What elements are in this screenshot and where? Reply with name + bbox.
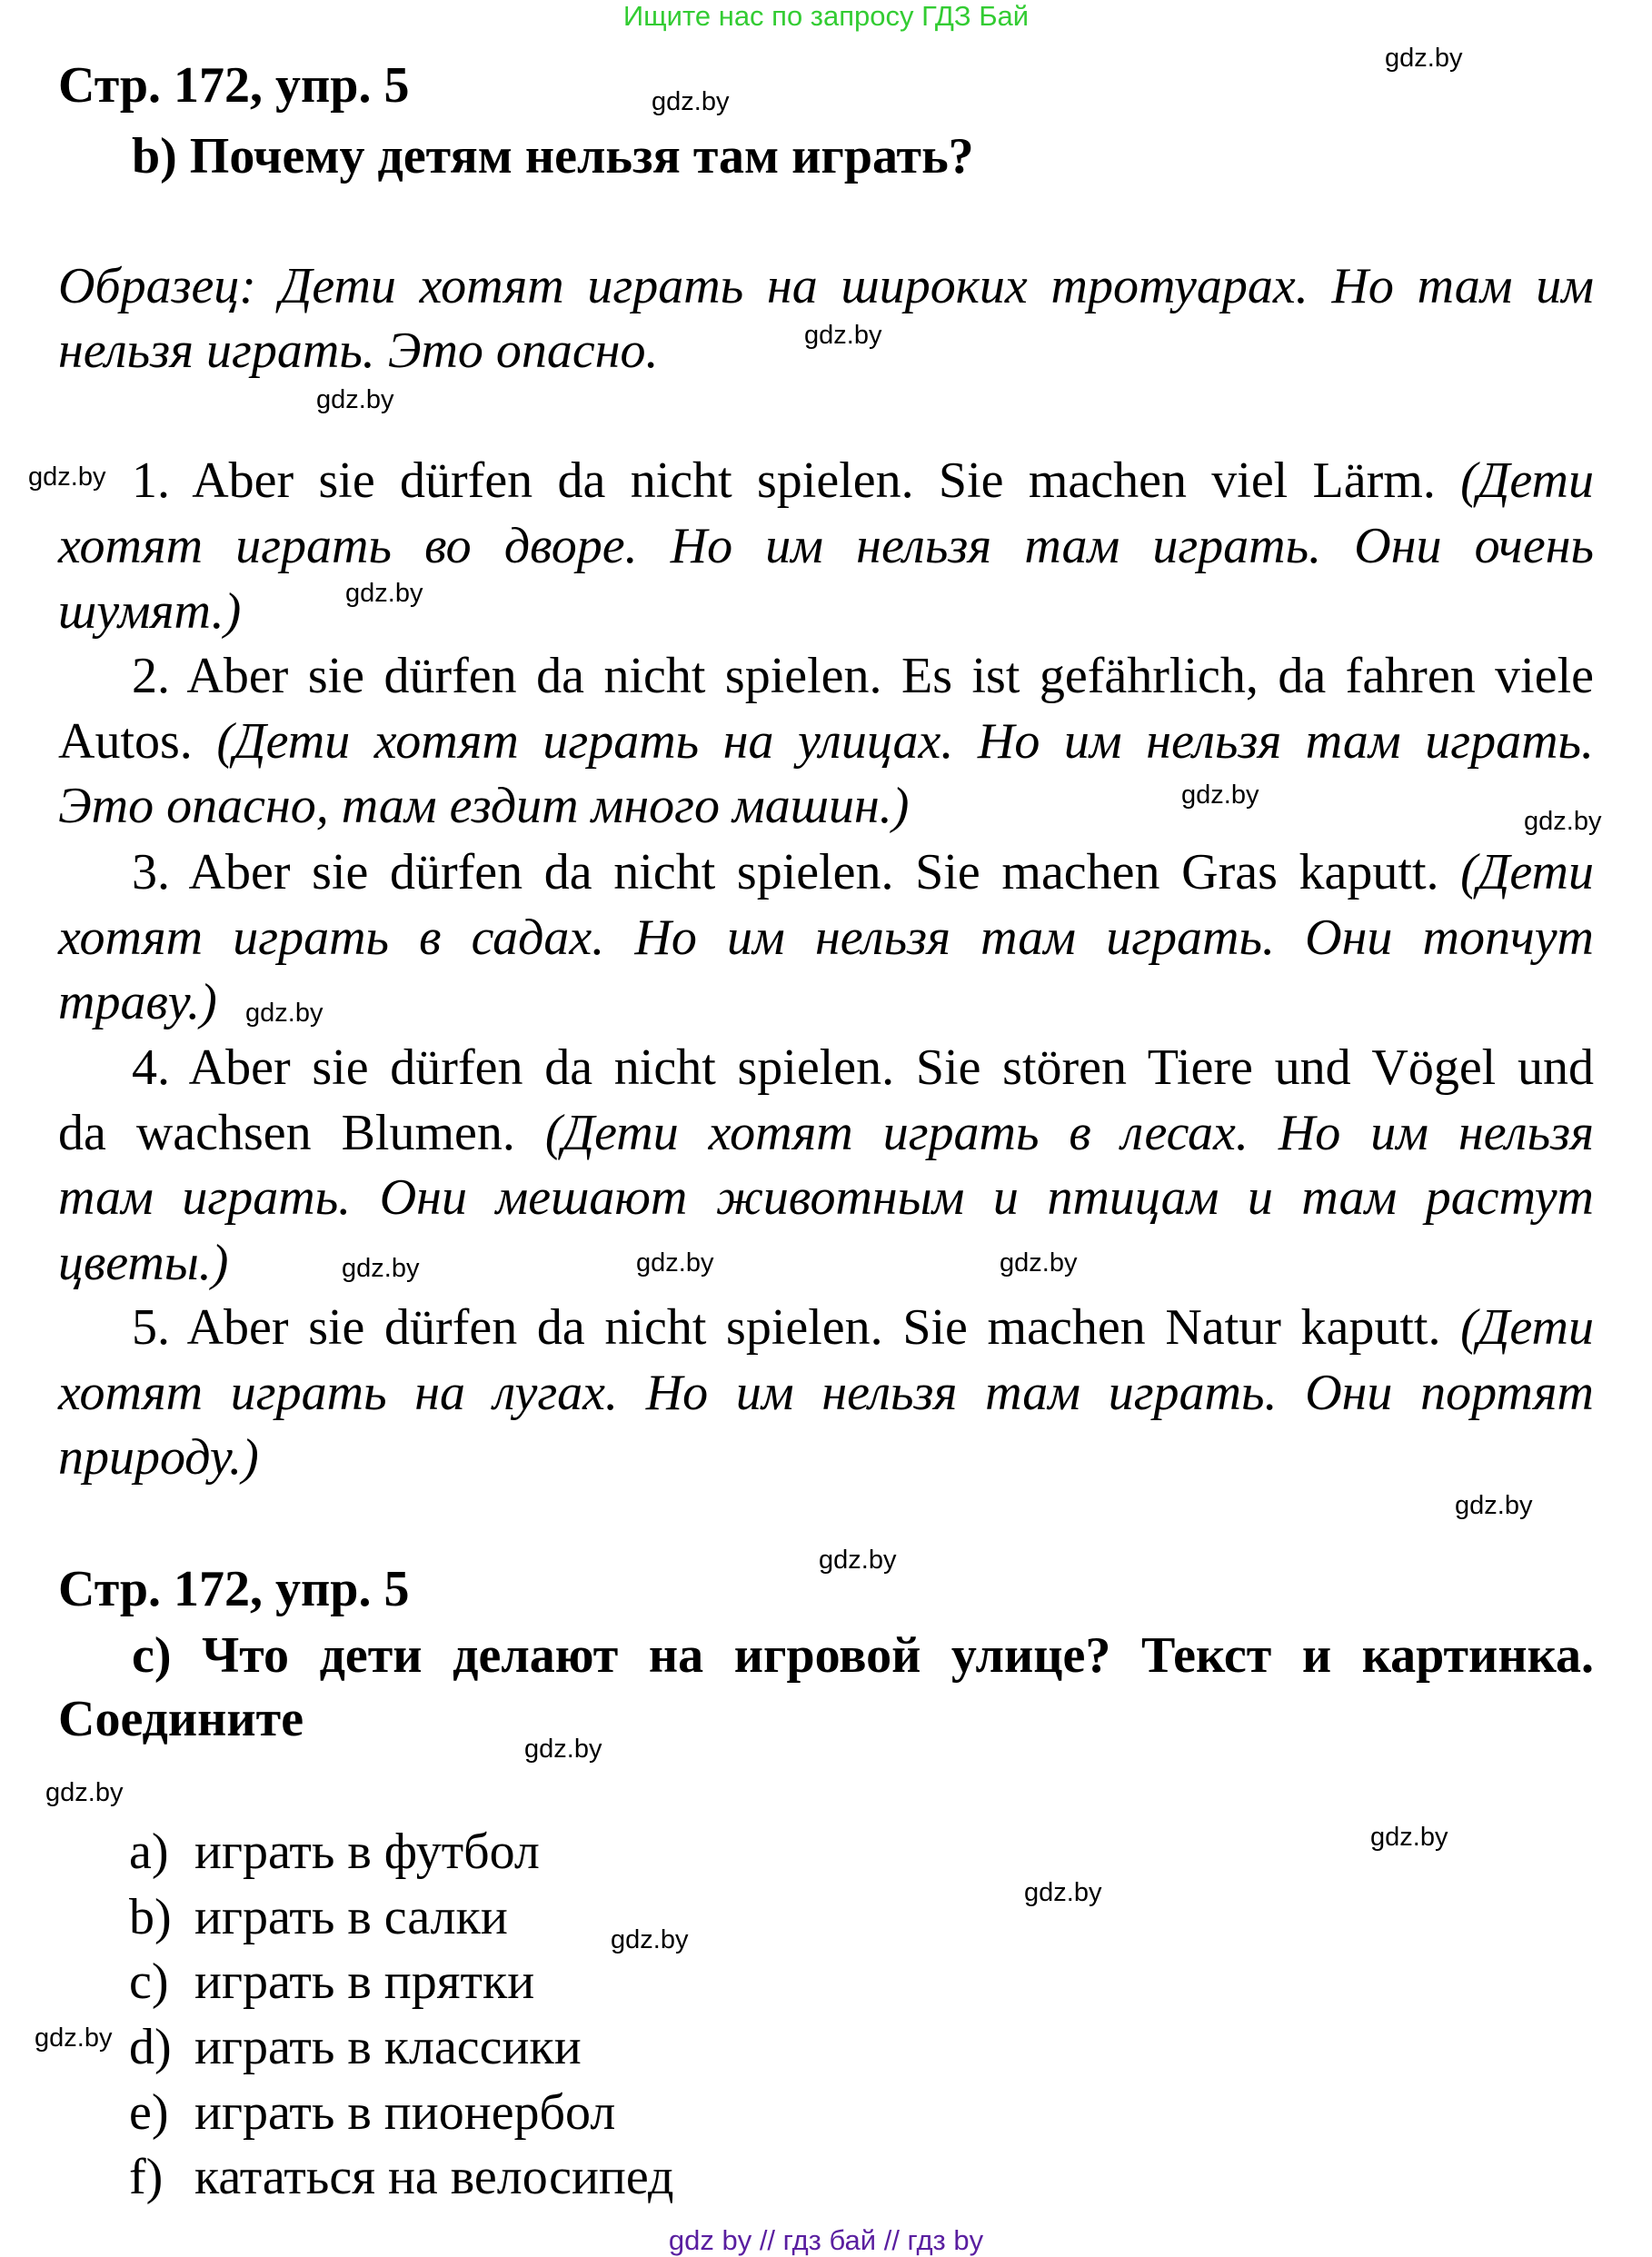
text-line	[58, 1165, 1594, 1230]
russian-translation: хотят играть во дворе. Но им нельзя там играть. Они очень	[58, 518, 1594, 574]
item-letter: e)	[129, 2084, 169, 2141]
text-line	[58, 905, 1594, 970]
text-line	[132, 840, 1594, 905]
watermark: gdz.by	[1000, 1248, 1078, 1278]
russian-translation: цветы.)	[58, 1235, 229, 1291]
watermark: gdz.by	[804, 321, 882, 350]
list-item	[129, 1819, 540, 1884]
russian-translation: (Дети	[1460, 452, 1594, 509]
item-text: кататься на велосипед	[194, 2149, 674, 2205]
russian-translation: (Дети хотят играть в лесах. Но им нельзя	[544, 1105, 1594, 1161]
russian-translation: (Дети	[1460, 1299, 1594, 1356]
watermark: gdz.by	[524, 1735, 602, 1764]
russian-translation: нельзя играть. Это опасно.	[58, 323, 659, 379]
list-item	[129, 2014, 582, 2080]
watermark: gdz.by	[1385, 44, 1463, 73]
item-letter: a)	[129, 1824, 169, 1880]
german-answer: 4. Aber sie dürfen da nicht spielen. Sie stören Tiere und Vögel und	[132, 1039, 1594, 1096]
list-item	[129, 2080, 615, 2145]
russian-translation: шумят.)	[58, 583, 242, 640]
watermark: gdz.by	[1524, 807, 1602, 836]
text-line	[132, 1035, 1594, 1100]
section2-heading: Стр. 172, упр. 5	[58, 1561, 410, 1617]
russian-translation: траву.)	[58, 974, 217, 1030]
watermark: gdz.by	[1370, 1823, 1448, 1852]
german-answer: 2. Aber sie dürfen da nicht spielen. Es ist gefährlich, da fahren viele	[132, 648, 1594, 704]
german-answer: 1. Aber sie dürfen da nicht spielen. Sie machen viel Lärm.	[132, 452, 1461, 509]
text-line	[58, 709, 1594, 774]
russian-translation: (Дети хотят играть на улицах. Но им нельзя там играть.	[216, 713, 1594, 770]
watermark: gdz.by	[819, 1546, 897, 1575]
section2-question-cont: Соедините	[58, 1691, 304, 1747]
watermark: gdz.by	[636, 1248, 714, 1278]
watermark: gdz.by	[1455, 1491, 1533, 1520]
text-line	[58, 1230, 228, 1296]
item-letter: d)	[129, 2019, 172, 2075]
section1-heading: Стр. 172, упр. 5	[58, 57, 410, 114]
text-line	[58, 254, 1594, 319]
watermark: gdz.by	[345, 579, 423, 608]
text-line	[58, 773, 909, 839]
watermark: gdz.by	[45, 1778, 124, 1807]
text-line	[58, 969, 217, 1035]
german-answer: 5. Aber sie dürfen da nicht spielen. Sie machen Natur kaputt.	[132, 1299, 1461, 1356]
watermark: gdz.by	[342, 1254, 420, 1283]
watermark: gdz.by	[28, 462, 106, 492]
item-letter: f)	[129, 2149, 164, 2205]
list-item	[129, 1884, 508, 1950]
text-line	[58, 318, 659, 383]
item-letter: c)	[129, 1954, 169, 2010]
text-line	[58, 1100, 1594, 1166]
section1-question: b) Почему детям нельзя там играть?	[132, 128, 974, 184]
text-line	[58, 579, 241, 644]
watermark: gdz.by	[611, 1925, 689, 1954]
section2-question: c) Что дети делают на игровой улице? Текст и картинка.	[132, 1627, 1594, 1684]
text-line	[58, 513, 1594, 579]
german-answer: 3. Aber sie dürfen da nicht spielen. Sie machen Gras kaputt.	[132, 844, 1461, 900]
german-answer: da wachsen Blumen.	[58, 1105, 545, 1161]
text-line	[132, 643, 1594, 709]
list-item	[129, 1949, 534, 2014]
text-line	[58, 1425, 259, 1490]
russian-translation: Это опасно, там ездит много машин.)	[58, 778, 910, 834]
watermark: gdz.by	[1181, 781, 1259, 810]
russian-translation: Образец: Дети хотят играть на широких тротуарах. Но там им	[58, 258, 1594, 314]
text-line	[132, 1295, 1594, 1360]
item-text: играть в салки	[194, 1889, 508, 1945]
list-item	[129, 2144, 674, 2210]
watermark: gdz.by	[245, 999, 323, 1028]
russian-translation: хотят играть на лугах. Но им нельзя там играть. Они портят	[58, 1365, 1594, 1421]
footer-links: gdz by // гдз бай // гдз by	[668, 2224, 984, 2256]
text-line	[58, 1360, 1594, 1426]
watermark: gdz.by	[652, 87, 730, 116]
item-text: играть в классики	[194, 2019, 582, 2075]
russian-translation: хотят играть в садах. Но им нельзя там играть. Они топчут	[58, 910, 1594, 966]
item-text: играть в пионербол	[194, 2084, 616, 2141]
german-answer: Autos.	[58, 713, 217, 770]
russian-translation: (Дети	[1460, 844, 1594, 900]
watermark: gdz.by	[1024, 1878, 1102, 1907]
watermark: gdz.by	[35, 2023, 113, 2053]
item-letter: b)	[129, 1889, 172, 1945]
search-banner: Ищите нас по запросу ГДЗ Бай	[622, 0, 1030, 32]
russian-translation: природу.)	[58, 1429, 259, 1486]
item-text: играть в прятки	[194, 1954, 535, 2010]
text-line	[132, 448, 1594, 513]
item-text: играть в футбол	[194, 1824, 540, 1880]
russian-translation: там играть. Они мешают животным и птицам и там растут	[58, 1169, 1594, 1226]
watermark: gdz.by	[316, 385, 394, 414]
